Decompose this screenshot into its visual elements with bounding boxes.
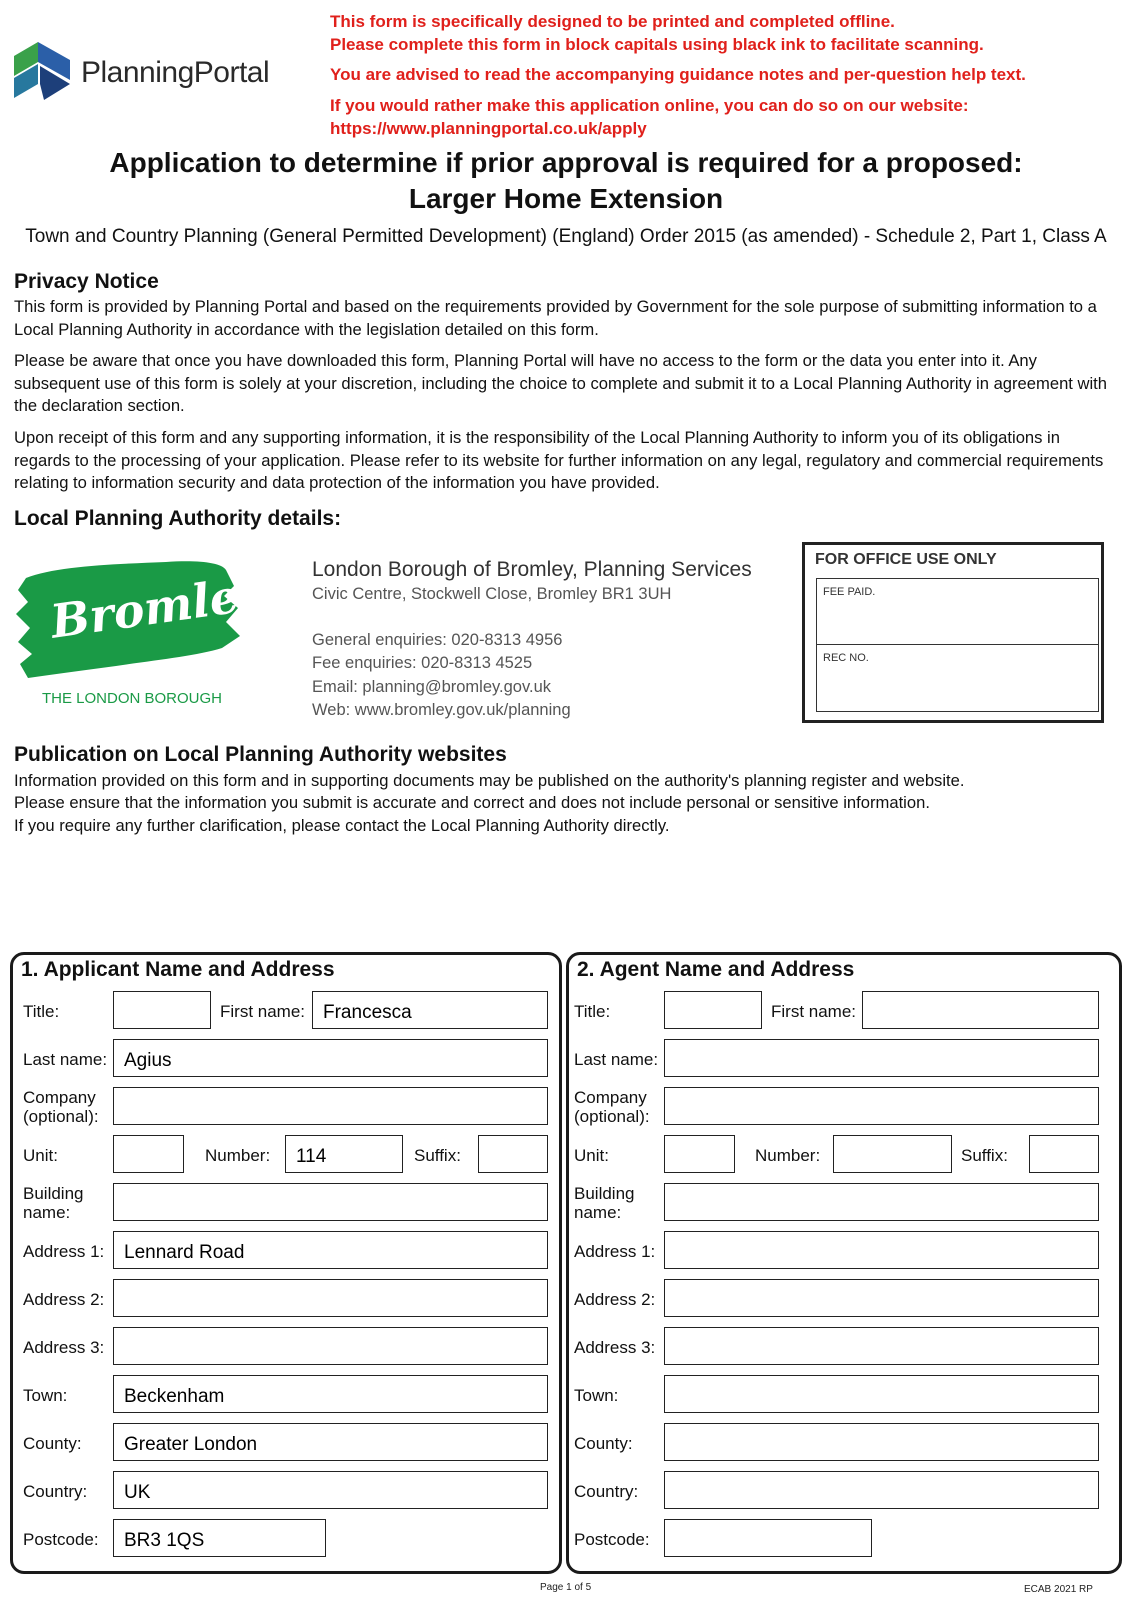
agent-first-name-label: First name:	[771, 1002, 857, 1021]
page-number: Page 1 of 5	[540, 1582, 592, 1593]
applicant-building-input[interactable]	[113, 1183, 548, 1221]
planning-portal-mark-icon	[10, 38, 74, 108]
agent-suffix-input[interactable]	[1029, 1135, 1099, 1173]
agent-first-name-input[interactable]	[862, 991, 1099, 1029]
agent-address1-input[interactable]	[664, 1231, 1099, 1269]
applicant-company-input[interactable]	[113, 1087, 548, 1125]
applicant-building-label	[23, 1184, 84, 1222]
agent-postcode-label: Postcode:	[574, 1530, 650, 1549]
applicant-first-name-input[interactable]	[312, 991, 548, 1029]
applicant-suffix-input[interactable]	[478, 1135, 548, 1173]
publication-line-3: If you require any further clarification, please contact the Local Planning Authority directly.	[14, 816, 670, 835]
lpa-heading: Local Planning Authority details:	[14, 507, 342, 530]
office-use-fields	[816, 578, 1099, 712]
block-capitals-notice: Please complete this form in block capitals using black ink to facilitate scanning.	[330, 35, 984, 54]
applicant-title-input[interactable]	[113, 991, 211, 1029]
building-label-line2: name:	[23, 1203, 71, 1222]
lpa-general-enquiries: General enquiries: 020-8313 4956	[312, 631, 563, 649]
agent-number-input[interactable]	[833, 1135, 952, 1173]
agent-address2-input[interactable]	[664, 1279, 1099, 1317]
publication-line-1: Information provided on this form and in supporting documents may be published on the authority's planning register and website.	[14, 771, 965, 790]
agent-town-label: Town:	[574, 1386, 619, 1405]
lpa-name: London Borough of Bromley, Planning Services	[312, 558, 752, 581]
guidance-notice: You are advised to read the accompanying guidance notes and per-question help text.	[330, 65, 1026, 84]
applicant-address2-label: Address 2:	[23, 1290, 105, 1309]
company-label-line1: Company	[574, 1088, 647, 1107]
form-subtitle: Town and Country Planning (General Permitted Development) (England) Order 2015 (as amended) - Schedule 2, Part 1, Class A	[25, 226, 1107, 247]
building-label-line1: Building	[23, 1184, 84, 1203]
agent-address1-label: Address 1:	[574, 1242, 656, 1261]
apply-url-link[interactable]: https://www.planningportal.co.uk/apply	[330, 119, 647, 138]
company-label-line2: (optional):	[23, 1107, 99, 1126]
applicant-first-name-label: First name:	[220, 1002, 306, 1021]
lpa-fee-enquiries: Fee enquiries: 020-8313 4525	[312, 654, 533, 672]
building-label-line2: name:	[574, 1203, 622, 1222]
office-use-box	[802, 542, 1104, 723]
agent-address2-label: Address 2:	[574, 1290, 656, 1309]
privacy-paragraph-1: This form is provided by Planning Portal and based on the requirements provided by Government for the sole purpose of submitting information to a Local Planning Authority in accordance with the legislation detailed on this form.	[14, 297, 1097, 339]
agent-company-input[interactable]	[664, 1087, 1099, 1125]
applicant-last-name-label: Last name:	[23, 1050, 108, 1069]
agent-title-label: Title:	[574, 1002, 611, 1021]
planning-portal-logo	[10, 38, 290, 110]
applicant-number-label: Number:	[205, 1146, 271, 1165]
privacy-paragraph-3: Upon receipt of this form and any supporting information, it is the responsibility of the Local Planning Authority to inform you of its obligations in regards to the processing of your application. Please refer to its website for further information on any legal, regulatory and commercial requirements relating to information security and data protection of the information you have provided.	[14, 428, 1104, 492]
privacy-paragraph-2: Please be aware that once you have downloaded this form, Planning Portal will have no access to the form or the data you enter into it. Any subsequent use of this form is solely at your discretion, including the choice to complete and submit it to a Local Planning Authority in agreement with the declaration section.	[14, 351, 1108, 415]
applicant-title-label: Title:	[23, 1002, 60, 1021]
applicant-suffix-label: Suffix:	[414, 1146, 461, 1165]
applicant-postcode-label: Postcode:	[23, 1530, 99, 1549]
agent-heading: 2. Agent Name and Address	[577, 958, 855, 981]
applicant-last-name-input[interactable]	[113, 1039, 548, 1077]
agent-unit-input[interactable]	[664, 1135, 735, 1173]
privacy-heading: Privacy Notice	[14, 270, 159, 293]
company-label-line1: Company	[23, 1088, 96, 1107]
applicant-heading: 1. Applicant Name and Address	[21, 958, 335, 981]
applicant-address3-label: Address 3:	[23, 1338, 105, 1357]
agent-company-label	[574, 1088, 650, 1126]
agent-last-name-label: Last name:	[574, 1050, 659, 1069]
agent-town-input[interactable]	[664, 1375, 1099, 1413]
agent-title-input[interactable]	[664, 991, 762, 1029]
form-title-line1: Application to determine if prior approval is required for a proposed:	[109, 147, 1023, 178]
agent-country-label: Country:	[574, 1482, 639, 1501]
agent-last-name-input[interactable]	[664, 1039, 1099, 1077]
form-code: ECAB 2021 RP	[1024, 1584, 1093, 1595]
agent-suffix-label: Suffix:	[961, 1146, 1008, 1165]
bromley-logo	[16, 556, 269, 712]
lpa-address: Civic Centre, Stockwell Close, Bromley BR1 3UH	[312, 585, 672, 603]
fee-paid-label: FEE PAID.	[823, 586, 876, 598]
lpa-web: Web: www.bromley.gov.uk/planning	[312, 701, 571, 719]
applicant-county-input[interactable]	[113, 1423, 548, 1461]
applicant-address1-input[interactable]	[113, 1231, 548, 1269]
rec-no-field	[817, 645, 1098, 711]
applicant-address2-input[interactable]	[113, 1279, 548, 1317]
applicant-town-input[interactable]	[113, 1375, 548, 1413]
applicant-address1-label: Address 1:	[23, 1242, 105, 1261]
agent-building-input[interactable]	[664, 1183, 1099, 1221]
lpa-email: Email: planning@bromley.gov.uk	[312, 678, 552, 696]
agent-country-input[interactable]	[664, 1471, 1099, 1509]
applicant-unit-label: Unit:	[23, 1146, 58, 1165]
offline-notice: This form is specifically designed to be printed and completed offline.	[330, 12, 895, 31]
company-label-line2: (optional):	[574, 1107, 650, 1126]
agent-number-label: Number:	[755, 1146, 821, 1165]
agent-panel	[566, 952, 1122, 1574]
agent-postcode-input[interactable]	[664, 1519, 872, 1557]
publication-line-2: Please ensure that the information you submit is accurate and correct and does not include personal or sensitive information.	[14, 793, 930, 812]
applicant-panel	[10, 952, 562, 1574]
form-title-line2: Larger Home Extension	[408, 183, 724, 214]
publication-heading: Publication on Local Planning Authority websites	[14, 743, 507, 766]
planning-portal-wordmark: PlanningPortal	[81, 56, 270, 89]
agent-address3-input[interactable]	[664, 1327, 1099, 1365]
agent-unit-label: Unit:	[574, 1146, 609, 1165]
applicant-country-input[interactable]	[113, 1471, 548, 1509]
applicant-country-label: Country:	[23, 1482, 88, 1501]
building-label-line1: Building	[574, 1184, 635, 1203]
agent-county-label: County:	[574, 1434, 633, 1453]
applicant-town-label: Town:	[23, 1386, 68, 1405]
agent-address3-label: Address 3:	[574, 1338, 656, 1357]
applicant-unit-input[interactable]	[113, 1135, 184, 1173]
applicant-company-label	[23, 1088, 99, 1126]
bromley-logo-subtext: THE LONDON BOROUGH	[42, 690, 223, 707]
rec-no-label: REC NO.	[823, 652, 869, 664]
bromley-logo-text: Bromley	[47, 565, 269, 649]
applicant-county-label: County:	[23, 1434, 82, 1453]
fee-paid-field	[817, 579, 1098, 645]
agent-county-input[interactable]	[664, 1423, 1099, 1461]
online-notice: If you would rather make this application online, you can do so on our website:	[330, 96, 969, 115]
applicant-number-input[interactable]	[285, 1135, 403, 1173]
agent-building-label	[574, 1184, 635, 1222]
applicant-address3-input[interactable]	[113, 1327, 548, 1365]
office-use-title: FOR OFFICE USE ONLY	[815, 551, 997, 568]
applicant-postcode-input[interactable]	[113, 1519, 326, 1557]
